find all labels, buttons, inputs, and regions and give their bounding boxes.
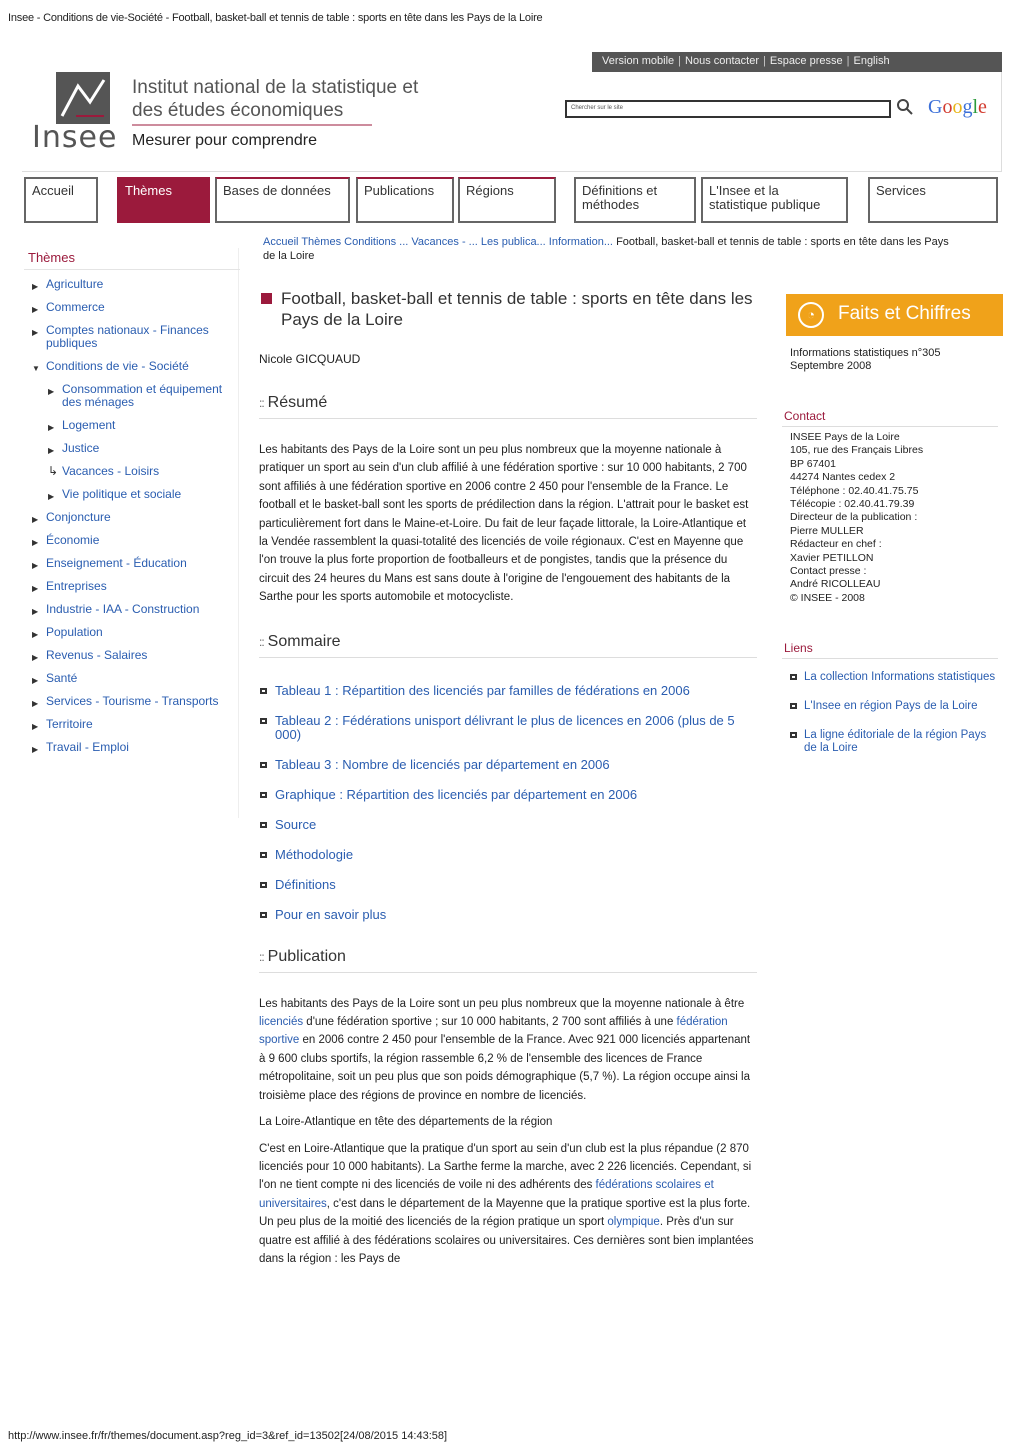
resume-heading: :: Résumé bbox=[259, 394, 757, 419]
corner-arrow-icon: ↳ bbox=[48, 464, 59, 478]
triangle-right-icon: ▶ bbox=[32, 676, 39, 685]
breadcrumb-link[interactable]: Les publica... bbox=[480, 236, 546, 248]
faits-et-chiffres-banner[interactable]: ◔ Faits et Chiffres bbox=[786, 294, 1003, 336]
triangle-right-icon: ▶ bbox=[48, 423, 55, 432]
sidebar-item-services[interactable]: ▶ Services - Tourisme - Transports bbox=[32, 694, 219, 708]
triangle-right-icon: ▶ bbox=[32, 584, 39, 593]
triangle-right-icon: ▶ bbox=[32, 305, 39, 314]
licencies-link[interactable]: licenciés bbox=[259, 1016, 304, 1029]
sommaire-item-en-savoir-plus[interactable]: Pour en savoir plus bbox=[259, 908, 757, 922]
search-input[interactable]: Chercher sur le site bbox=[565, 100, 891, 118]
resume-text: Les habitants des Pays de la Loire sont un peu plus nombreux que la moyenne nationale à pratiquer un sport au sein d'un club affilié à une fédération sportive : sur 10 000 habitants, 2 700 sont affiliés à une fédération sportive en 2006 contre 2 450 pour l'ensemble de la France. Le football et le basket-ball sont les sports de prédilection dans la région. L'attrait pour le basket est particulièrement fort dans le Maine-et-Loire. Du fait de leur façade littorale, la Loire-Atlantique et la Vendée rassemblent la quasi-totalité des licenciés de voile régionaux. C'est en Mayenne que l'on trouve la plus forte proportion de footballeurs et de pongistes, tandis que la présence du circuit des 24 heures du Mans est sans doute à l'origine de l'engouement des habitants de la Sarthe pour les sports automobile et motocycliste. bbox=[259, 444, 749, 604]
nav-insee-statistique-publique[interactable]: L'Insee et la statistique publique bbox=[701, 177, 848, 223]
sidebar-item-agriculture[interactable]: ▶ Agriculture bbox=[32, 277, 104, 291]
info-stat-number: Informations statistiques n°305 bbox=[790, 347, 941, 359]
title-marker bbox=[261, 293, 272, 304]
breadcrumb-link[interactable]: Vacances - ... bbox=[411, 236, 478, 248]
sommaire-heading: :: Sommaire bbox=[259, 633, 757, 658]
sidebar-item-economie[interactable]: ▶ Économie bbox=[32, 533, 100, 547]
nav-bases-de-donnees[interactable]: Bases de données bbox=[215, 177, 350, 223]
breadcrumb-link[interactable]: Conditions ... bbox=[344, 236, 409, 248]
nav-definitions-methodes[interactable]: Définitions et méthodes bbox=[574, 177, 696, 223]
nav-accueil[interactable]: Accueil bbox=[24, 177, 98, 223]
box-bullet-icon bbox=[790, 703, 797, 709]
site-header bbox=[22, 52, 1002, 172]
logo-text: Insee bbox=[32, 120, 118, 155]
info-stat-date: Septembre 2008 bbox=[790, 360, 872, 372]
contact-link[interactable]: Nous contacter bbox=[685, 55, 759, 67]
nav-regions[interactable]: Régions bbox=[458, 177, 556, 223]
sommaire-item-definitions[interactable]: Définitions bbox=[259, 878, 757, 892]
publication-heading: :: Publication bbox=[259, 948, 757, 973]
triangle-down-icon: ▼ bbox=[32, 364, 40, 373]
sommaire-item-tableau-1[interactable]: Tableau 1 : Répartition des licenciés par familles de fédérations en 2006 bbox=[259, 684, 757, 698]
sommaire-item-tableau-2[interactable]: Tableau 2 : Fédérations unisport délivrant le plus de licences en 2006 (plus de 5 000) bbox=[259, 714, 757, 742]
triangle-right-icon: ▶ bbox=[32, 699, 39, 708]
sidebar-item-logement[interactable]: ▶ Logement bbox=[48, 418, 116, 432]
contact-body: INSEE Pays de la Loire 105, rue des Français Libres BP 67401 44274 Nantes cedex 2 Téléphone : 02.40.41.75.75 Télécopie : 02.40.41.79.39 Directeur de la publication : Pierre MULLER Rédacteur en chef : Xavier PETILLON Contact presse : André RICOLLEAU © INSEE - 2008 bbox=[790, 431, 924, 604]
sidebar-item-sante[interactable]: ▶ Santé bbox=[32, 671, 78, 685]
publication-paragraph-1: Les habitants des Pays de la Loire sont un peu plus nombreux que la moyenne nationale à être licenciés d'une fédération sportive ; sur 10 000 habitants, 2 700 sont affiliés à une fédération sportive en 2006 contre 2 450 pour l'ensemble de la France. Avec 921 000 licenciés appartenant à 9 600 clubs sportifs, la région rassemble 6,2 % de l'ensemble des licences de France métropolitaine, soit un peu plus que son poids démographique (5,7 %). La région occupe ainsi la troisième place des régions de province en nombre de licenciés. bbox=[259, 997, 751, 1102]
box-bullet-icon bbox=[260, 792, 267, 798]
sidebar-item-consommation[interactable]: ▶ Consommation et équipement des ménages bbox=[48, 382, 223, 409]
box-bullet-icon bbox=[260, 882, 267, 888]
main-content bbox=[259, 288, 757, 1268]
triangle-right-icon: ▶ bbox=[32, 561, 39, 570]
triangle-right-icon: ▶ bbox=[48, 387, 55, 396]
box-bullet-icon bbox=[790, 732, 797, 738]
magnifier-icon bbox=[896, 98, 914, 116]
triangle-right-icon: ▶ bbox=[48, 446, 55, 455]
triangle-right-icon: ▶ bbox=[32, 282, 39, 291]
triangle-right-icon: ▶ bbox=[32, 630, 39, 639]
breadcrumb-current: Football, basket-ball et tennis de table : sports en tête dans les Pays de la Loire bbox=[263, 236, 949, 262]
breadcrumb bbox=[263, 235, 963, 263]
chart-circle-icon: ◔ bbox=[798, 302, 824, 328]
box-bullet-icon bbox=[260, 852, 267, 858]
sidebar-item-conjoncture[interactable]: ▶ Conjoncture bbox=[32, 510, 111, 524]
sidebar-item-industrie[interactable]: ▶ Industrie - IAA - Construction bbox=[32, 602, 200, 616]
section-dots-icon: :: bbox=[259, 396, 264, 410]
triangle-right-icon: ▶ bbox=[32, 722, 39, 731]
version-mobile-link[interactable]: Version mobile bbox=[602, 55, 675, 67]
triangle-right-icon: ▶ bbox=[32, 653, 39, 662]
sidebar bbox=[24, 248, 240, 764]
institute-name: Institut national de la statistique et des études économiques bbox=[132, 77, 419, 121]
box-bullet-icon bbox=[260, 688, 267, 694]
print-footer: http://www.insee.fr/fr/themes/document.asp?reg_id=3&ref_id=13502[24/08/2015 14:43:58] bbox=[8, 1430, 448, 1442]
breadcrumb-link[interactable]: Information... bbox=[548, 236, 613, 248]
publication-paragraph-2: C'est en Loire-Atlantique que la pratique d'un sport au sein d'un club est la plus répandue (2 870 licenciés pour 10 000 habitants). La Sarthe ferme la marche, avec 2 226 licenciés. Cependant, si l'on ne tient compte ni des licenciés de voile ni des adhérents des fédérations scolaires et universitaires, c'est dans le département de la Mayenne que la pratique sportive est la plus forte. bbox=[259, 1142, 752, 1210]
document-title: Football, basket-ball et tennis de table : sports en tête dans les Pays de la Loire bbox=[259, 288, 757, 330]
institute-underline bbox=[132, 124, 372, 126]
box-bullet-icon bbox=[260, 822, 267, 828]
box-bullet-icon bbox=[790, 674, 797, 680]
english-link[interactable]: English bbox=[853, 55, 890, 67]
contact-title: Contact bbox=[782, 407, 998, 427]
triangle-right-icon: ▶ bbox=[32, 328, 39, 337]
section-dots-icon: :: bbox=[259, 634, 264, 649]
sidebar-item-vie-politique[interactable]: ▶ Vie politique et sociale bbox=[48, 487, 182, 501]
breadcrumb-link[interactable]: Thèmes bbox=[301, 236, 342, 248]
print-header: Insee - Conditions de vie-Société - Football, basket-ball et tennis de table : sports en tête dans les Pays de la Loire bbox=[8, 12, 543, 24]
section-dots-icon: :: bbox=[259, 949, 264, 964]
insee-logo[interactable] bbox=[32, 72, 124, 154]
sommaire-list bbox=[259, 684, 757, 922]
sommaire-item-methodologie[interactable]: Méthodologie bbox=[259, 848, 757, 862]
slogan: Mesurer pour comprendre bbox=[132, 132, 317, 149]
sommaire-item-source[interactable]: Source bbox=[259, 818, 757, 832]
google-logo: Google bbox=[928, 96, 987, 118]
federation-sportive-link[interactable]: fédération sportive bbox=[259, 1016, 728, 1047]
federations-scolaires-link[interactable]: fédérations scolaires et universitaires bbox=[259, 1179, 714, 1210]
triangle-right-icon: ▶ bbox=[32, 515, 39, 524]
triangle-right-icon: ▶ bbox=[32, 538, 39, 547]
sidebar-item-comptes-nationaux[interactable]: ▶ Comptes nationaux - Finances publiques bbox=[32, 323, 209, 350]
triangle-right-icon: ▶ bbox=[48, 492, 55, 501]
press-link[interactable]: Espace presse bbox=[769, 55, 843, 67]
triangle-right-icon: ▶ bbox=[32, 745, 39, 754]
lien-ligne-editoriale[interactable]: La ligne éditoriale de la région Pays de la Loire bbox=[782, 729, 998, 755]
sidebar-item-justice[interactable]: ▶ Justice bbox=[48, 441, 100, 455]
nav-publications[interactable]: Publications bbox=[356, 177, 454, 223]
lien-insee-region[interactable]: L'Insee en région Pays de la Loire bbox=[782, 700, 998, 713]
publication-paragraph-3: Un peu plus de la moitié des licenciés de la région pratique un sport olympique. Près d'un sur quatre est affilié à des fédérations scolaires ou universitaires. Ces dernières sont bien implantées dans la région : les Pays de bbox=[259, 1216, 754, 1265]
sidebar-item-commerce[interactable]: ▶ Commerce bbox=[32, 300, 105, 314]
sidebar-item-territoire[interactable]: ▶ Territoire bbox=[32, 717, 93, 731]
nav-themes[interactable]: Thèmes bbox=[117, 177, 210, 223]
sidebar-item-entreprises[interactable]: ▶ Entreprises bbox=[32, 579, 107, 593]
box-bullet-icon bbox=[260, 718, 267, 724]
olympique-link[interactable]: olympique bbox=[607, 1216, 660, 1229]
top-links-bar: Version mobile | Nous contacter | Espace presse | English bbox=[592, 52, 1002, 72]
nav-services[interactable]: Services bbox=[868, 177, 998, 223]
box-bullet-icon bbox=[260, 762, 267, 768]
liens-title: Liens bbox=[782, 639, 998, 659]
liens-box bbox=[782, 639, 998, 771]
sidebar-item-vacances-loisirs[interactable]: ↳ Vacances - Loisirs bbox=[48, 464, 160, 478]
sommaire-item-tableau-3[interactable]: Tableau 3 : Nombre de licenciés par département en 2006 bbox=[259, 758, 757, 772]
logo-emblem bbox=[56, 72, 110, 124]
sidebar-title: Thèmes bbox=[24, 248, 240, 270]
info-stat bbox=[790, 347, 995, 373]
publication-subheading: La Loire-Atlantique en tête des départements de la région bbox=[259, 1116, 553, 1129]
breadcrumb-link[interactable]: Accueil bbox=[263, 236, 299, 248]
lien-collection-informations[interactable]: La collection Informations statistiques bbox=[782, 671, 998, 684]
triangle-right-icon: ▶ bbox=[32, 607, 39, 616]
contact-box bbox=[782, 407, 998, 605]
search-button[interactable] bbox=[894, 98, 916, 120]
sidebar-item-enseignement[interactable]: ▶ Enseignement - Éducation bbox=[32, 556, 187, 570]
sidebar-item-population[interactable]: ▶ Population bbox=[32, 625, 103, 639]
sidebar-item-travail[interactable]: ▶ Travail - Emploi bbox=[32, 740, 129, 754]
sidebar-item-conditions-de-vie[interactable]: ▼ Conditions de vie - Société bbox=[32, 359, 189, 373]
document-author: Nicole GICQUAUD bbox=[259, 352, 361, 366]
box-bullet-icon bbox=[260, 912, 267, 918]
sidebar-item-revenus[interactable]: ▶ Revenus - Salaires bbox=[32, 648, 148, 662]
sommaire-item-graphique[interactable]: Graphique : Répartition des licenciés par département en 2006 bbox=[259, 788, 757, 802]
